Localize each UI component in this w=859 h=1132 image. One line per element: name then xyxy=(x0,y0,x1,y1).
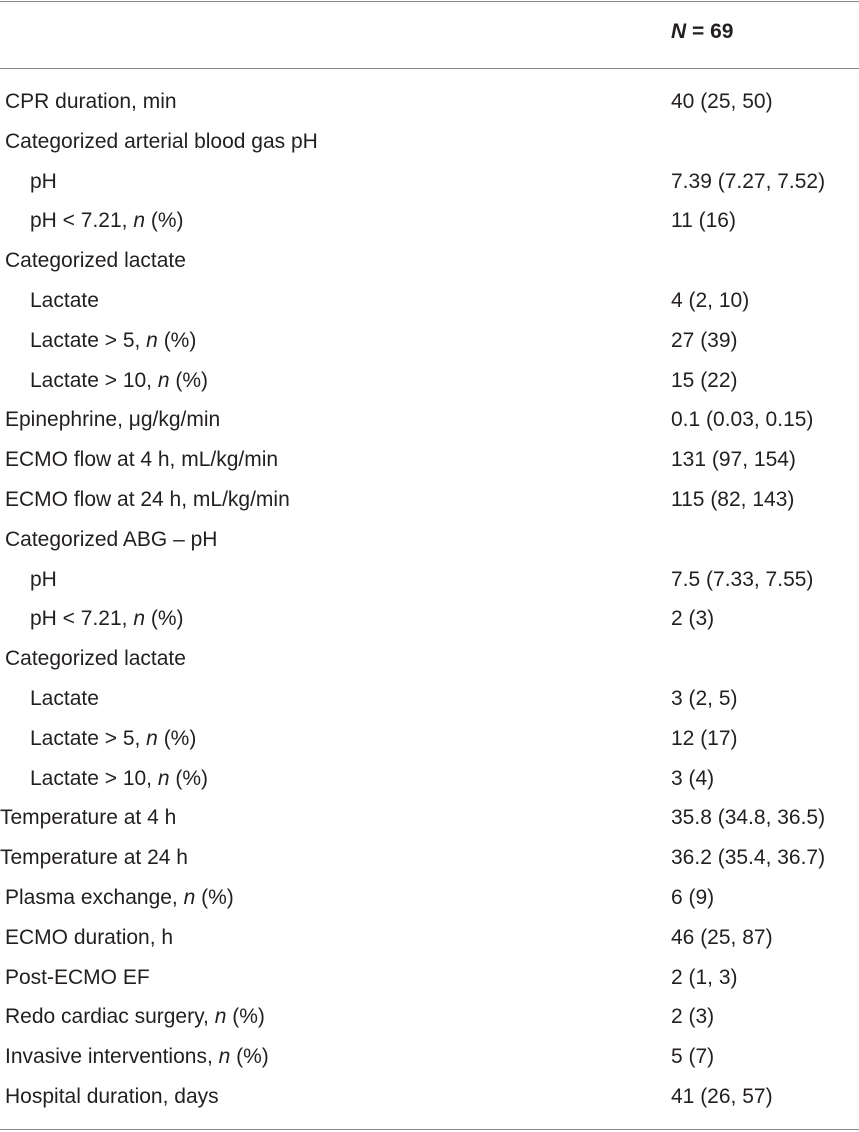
column-header-n-symbol: N xyxy=(671,20,687,43)
table-row xyxy=(0,838,859,878)
row-value: 41 (26, 57) xyxy=(671,1084,773,1108)
row-value: 3 (2, 5) xyxy=(671,686,738,710)
table-header-rule xyxy=(0,68,859,69)
table-row xyxy=(0,878,859,918)
table-row xyxy=(0,281,859,321)
row-value: 4 (2, 10) xyxy=(671,288,750,312)
row-value: 12 (17) xyxy=(671,726,738,750)
row-label: Lactate > 10, n (%) xyxy=(30,766,209,790)
row-value: 46 (25, 87) xyxy=(671,925,773,949)
row-label: Lactate > 5, n (%) xyxy=(30,726,197,750)
table-row xyxy=(0,560,859,600)
row-value: 27 (39) xyxy=(671,328,738,352)
table-row xyxy=(0,997,859,1037)
row-label: Epinephrine, μg/kg/min xyxy=(5,408,221,432)
table-top-rule xyxy=(0,1,859,2)
row-label: Temperature at 4 h xyxy=(0,806,177,830)
row-value: 131 (97, 154) xyxy=(671,448,796,472)
table-row xyxy=(0,122,859,162)
row-label: Categorized ABG – pH xyxy=(5,527,218,551)
row-label: Redo cardiac surgery, n (%) xyxy=(5,1005,265,1029)
table-row xyxy=(0,82,859,122)
row-value: 2 (3) xyxy=(671,1005,715,1029)
row-label: Invasive interventions, n (%) xyxy=(5,1045,269,1069)
column-header-n xyxy=(671,18,733,46)
table-row xyxy=(0,759,859,799)
row-label: Lactate xyxy=(30,288,99,312)
row-label: Temperature at 24 h xyxy=(0,846,188,870)
row-label: pH xyxy=(30,169,57,193)
row-value: 11 (16) xyxy=(671,209,736,233)
column-header-n-value: = 69 xyxy=(692,20,734,43)
table-row xyxy=(0,679,859,719)
row-label: Lactate > 5, n (%) xyxy=(30,328,197,352)
row-value: 6 (9) xyxy=(671,885,715,909)
row-label: ECMO flow at 4 h, mL/kg/min xyxy=(5,448,279,472)
row-value: 0.1 (0.03, 0.15) xyxy=(671,408,814,432)
row-value: 7.5 (7.33, 7.55) xyxy=(671,567,814,591)
row-value: 7.39 (7.27, 7.52) xyxy=(671,169,826,193)
row-label: Plasma exchange, n (%) xyxy=(5,885,234,909)
table-row xyxy=(0,599,859,639)
row-label: Categorized lactate xyxy=(5,647,186,671)
row-value: 15 (22) xyxy=(671,368,738,392)
table-row xyxy=(0,918,859,958)
row-label: CPR duration, min xyxy=(5,90,177,113)
row-label: ECMO duration, h xyxy=(5,925,174,949)
row-value: 35.8 (34.8, 36.5) xyxy=(671,806,826,830)
table-row xyxy=(0,958,859,998)
row-label: pH < 7.21, n (%) xyxy=(30,209,184,233)
table-row xyxy=(0,520,859,560)
table-row xyxy=(0,201,859,241)
table-row xyxy=(0,361,859,401)
row-value: 36.2 (35.4, 36.7) xyxy=(671,846,826,870)
table-row xyxy=(0,400,859,440)
table-bottom-rule xyxy=(0,1129,859,1130)
row-label: Categorized lactate xyxy=(5,249,186,273)
row-label: Lactate xyxy=(30,686,99,710)
row-label: Lactate > 10, n (%) xyxy=(30,368,209,392)
row-label: Hospital duration, days xyxy=(5,1084,219,1108)
row-label: Categorized arterial blood gas pH xyxy=(5,129,318,153)
row-value: 40 (25, 50) xyxy=(671,90,773,113)
table-row xyxy=(0,719,859,759)
row-value: 115 (82, 143) xyxy=(671,487,795,511)
row-label: Post-ECMO EF xyxy=(5,965,150,989)
table-row xyxy=(0,798,859,838)
table-row xyxy=(0,639,859,679)
table-row xyxy=(0,480,859,520)
row-label: pH xyxy=(30,567,57,591)
row-label: ECMO flow at 24 h, mL/kg/min xyxy=(5,487,290,511)
table-row xyxy=(0,1077,859,1117)
table-row xyxy=(0,440,859,480)
row-value: 3 (4) xyxy=(671,766,715,790)
row-value: 5 (7) xyxy=(671,1045,715,1069)
table-row xyxy=(0,1037,859,1077)
row-value: 2 (1, 3) xyxy=(671,965,738,989)
row-value: 2 (3) xyxy=(671,607,715,631)
row-label: pH < 7.21, n (%) xyxy=(30,607,184,631)
table-row xyxy=(0,162,859,202)
table-row xyxy=(0,321,859,361)
table-row xyxy=(0,241,859,281)
table-body xyxy=(0,82,859,1117)
